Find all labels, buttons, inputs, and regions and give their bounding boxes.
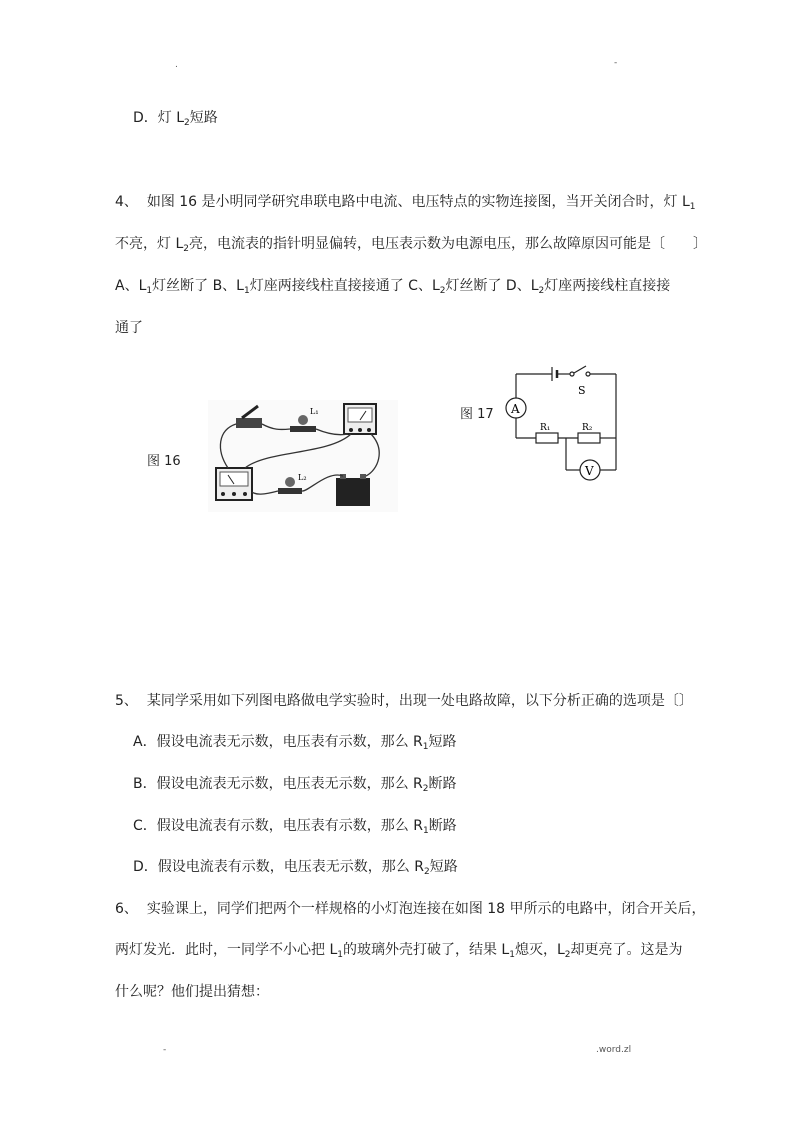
q4-line3-options: A、$L_1$灯丝断了 B、$L_1$灯座两接线柱直接接通了 C、$L_2$灯丝断了 D、$L_2$灯座两接线柱直接接 [115,278,671,296]
q4-number: 4、 [115,194,138,210]
q4-line1: 4、 如图 16 是小明同学研究串联电路中电流、电压特点的实物连接图，当开关闭合时，灯 $L_1$ [115,194,696,212]
fig17-switch-contact-right [586,372,590,376]
q4-line4: 通了 [115,320,143,336]
fig16-lamp1-label: L₁ [310,407,319,416]
fig17-r1-label: R₁ [540,423,551,433]
header-right-mark: - [614,58,618,68]
q5-option-c: C．假设电流表有示数，电压表有示数，那么 $R_1$断路 [133,818,457,836]
q5-option-b: B．假设电流表无示数，电压表无示数，那么 $R_2$断路 [133,776,457,794]
fig17-voltmeter-label: V [585,464,594,478]
fig16-meter-top-icon [344,404,376,434]
q4-line2: 不亮，灯 $L_2$亮，电流表的指针明显偏转，电压表示数为电源电压，那么故障原因可能是〔 〕 [115,236,707,254]
q5-number: 5、 [115,693,138,709]
fig17-schematic [500,362,625,482]
fig17-resistor-r2 [578,433,600,443]
q5-option-a: A．假设电流表无示数，电压表有示数，那么 $R_1$短路 [133,734,457,752]
q6-line1: 6、 实验课上，同学们把两个一样规格的小灯泡连接在如图 18 甲所示的电路中，闭合开关后， [115,901,706,917]
fig16-circuit-photo [208,400,398,512]
q6-line3: 什么呢？他们提出猜想： [115,984,269,1000]
fig16-label: 图 16 [147,454,181,469]
fig17-ammeter-label: A [511,402,520,416]
q6-number: 6、 [115,901,138,917]
fig16-battery-icon [336,474,370,506]
q5-option-d: D．假设电流表有示数，电压表无示数，那么 $R_2$短路 [133,859,458,877]
q3-option-d: D．灯 $L_2$短路 [133,110,218,128]
fig17-switch-label: S [578,384,586,397]
fig17-resistor-r1 [536,433,558,443]
q5-stem: 5、 某同学采用如下列图电路做电学实验时，出现一处电路故障，以下分析正确的选项是〔〕 [115,693,693,709]
fig17-switch-contact-left [570,372,574,376]
q6-line2: 两灯发光．此时，一同学不小心把 $L_1$的玻璃外壳打破了，结果 $L_1$熄灭，$L_2$却更亮了。这是为 [115,942,683,960]
fig16-meter-bottom-icon [216,468,252,500]
footer-right-mark: .word.zl [596,1045,632,1055]
footer-left-mark: - [163,1045,167,1055]
fig17-switch-blade [574,366,586,373]
fig16-lamp2-label: L₂ [298,473,307,482]
fig17-label: 图 17 [460,407,494,422]
header-left-mark: . [175,60,178,70]
fig17-r2-label: R₂ [582,423,593,433]
